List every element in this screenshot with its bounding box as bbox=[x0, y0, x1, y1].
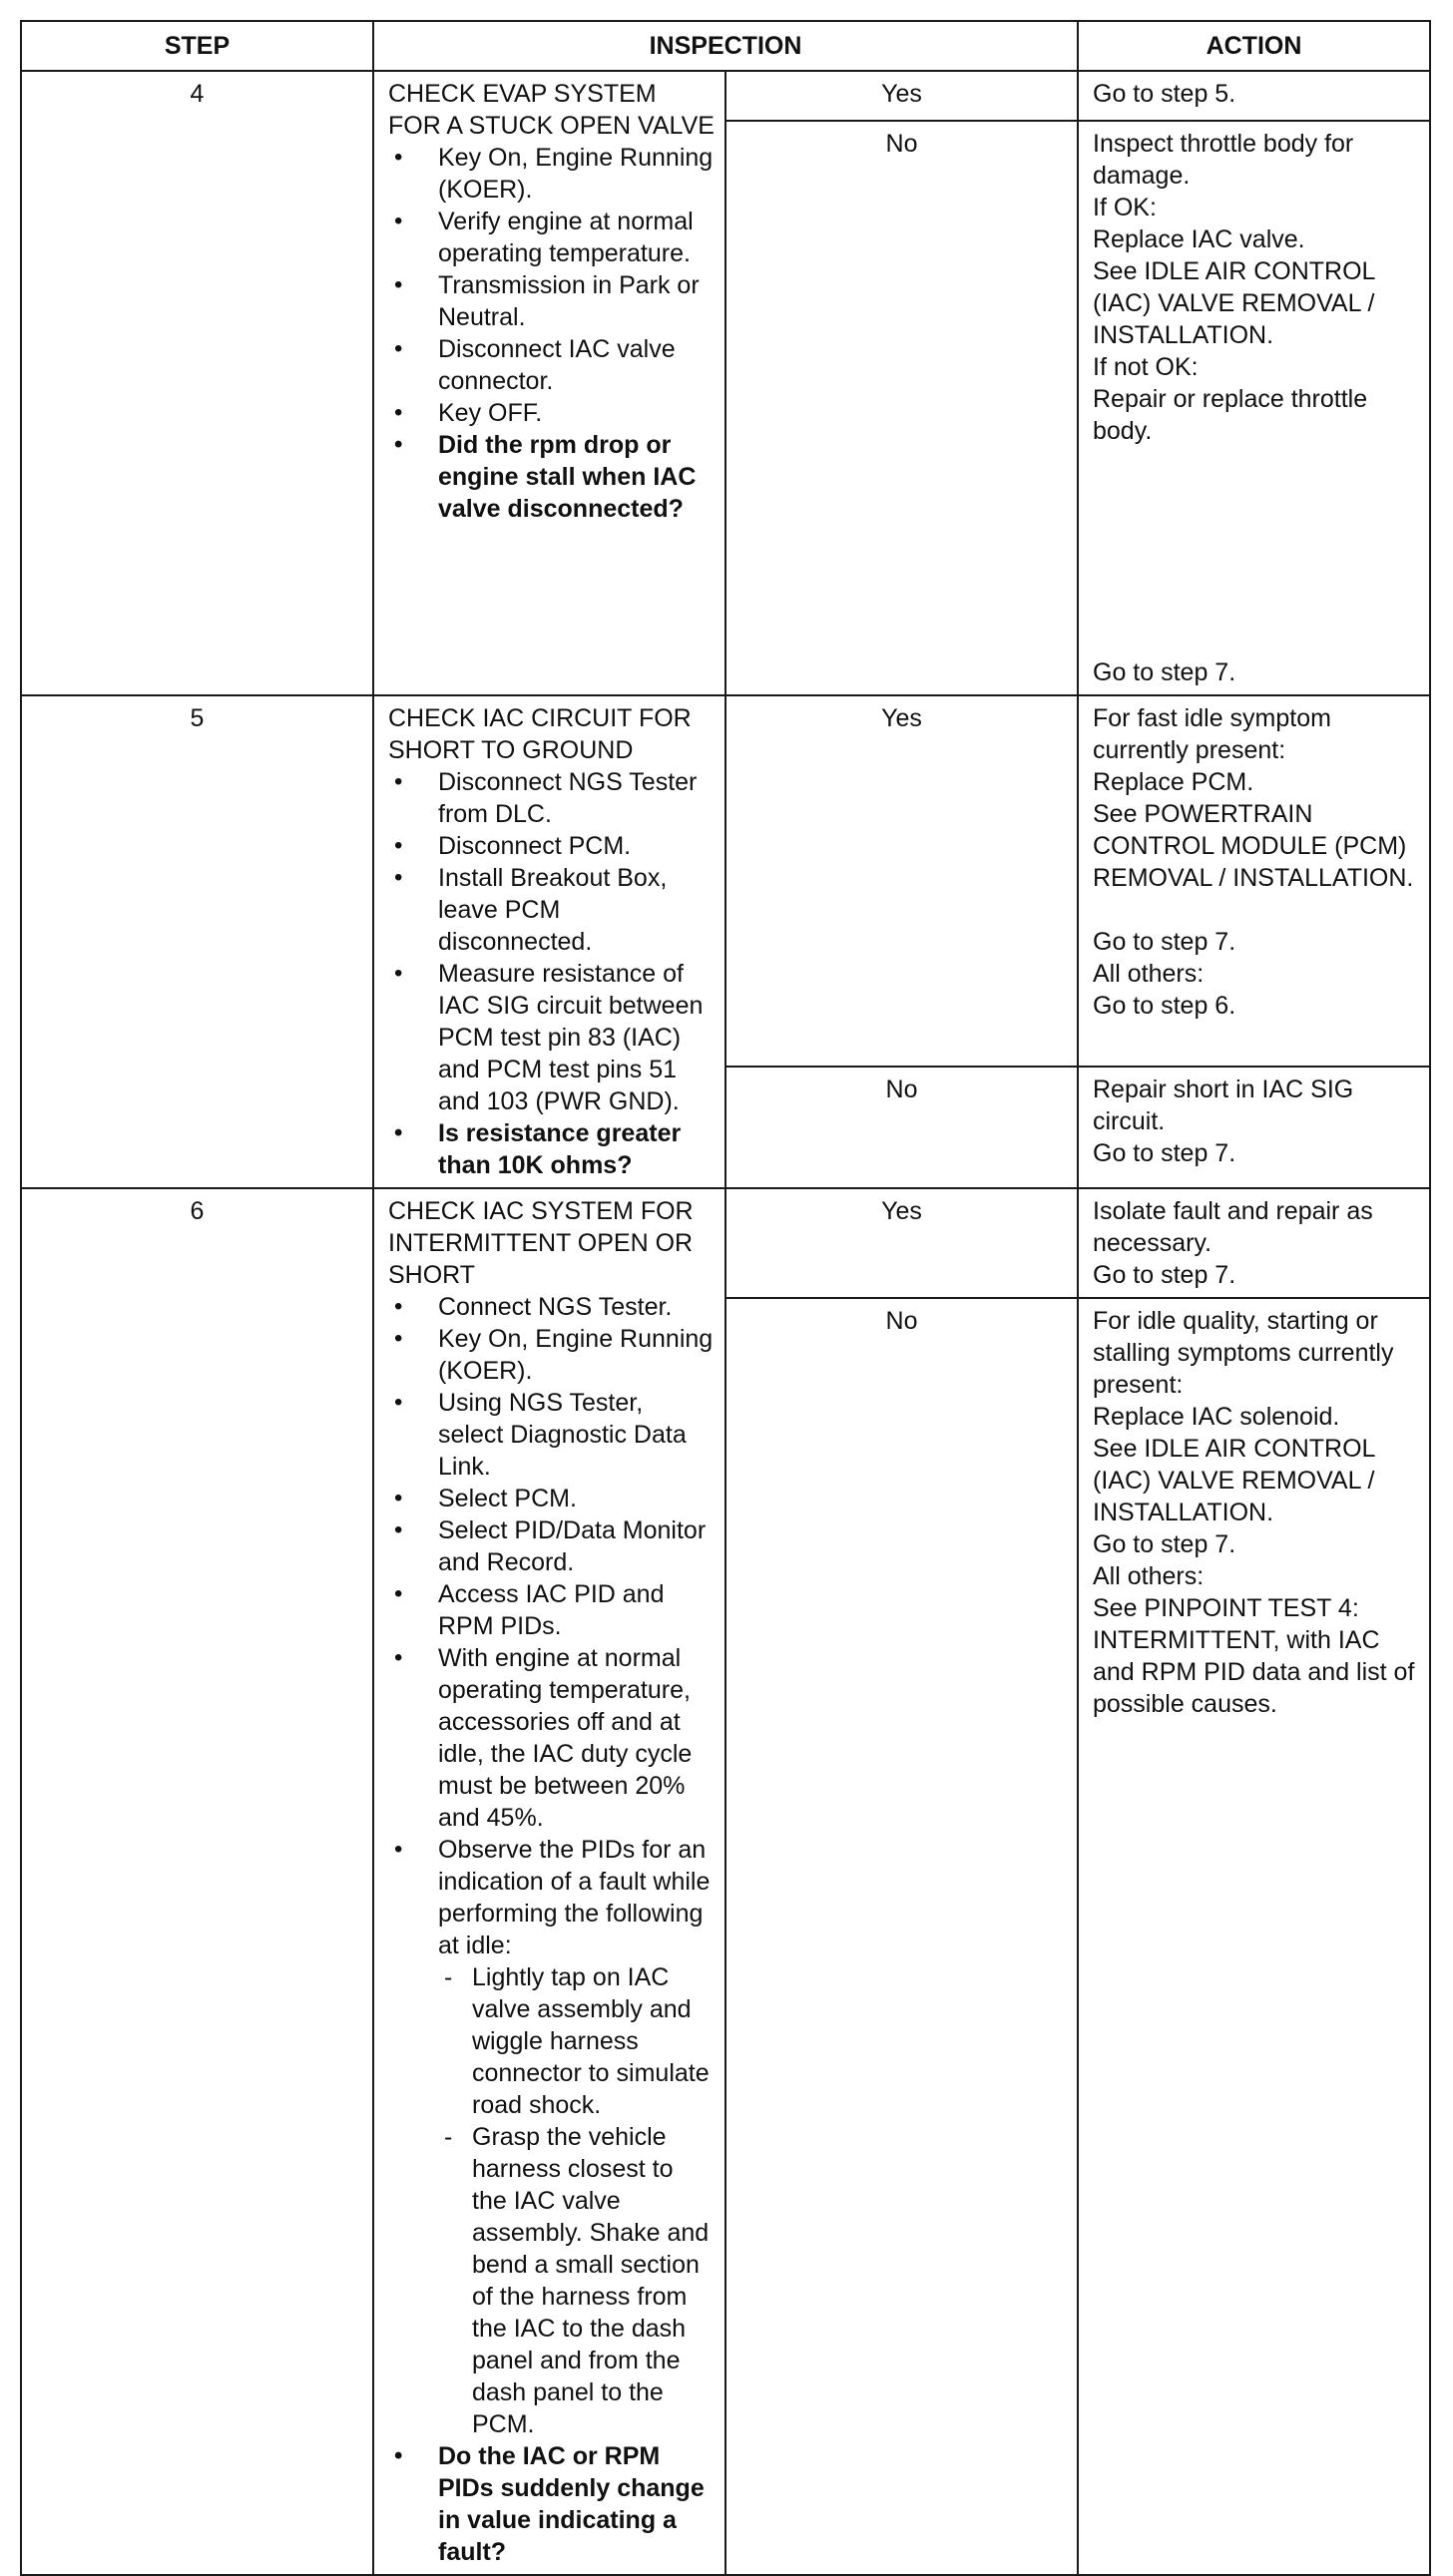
action-line: If not OK: bbox=[1093, 353, 1199, 381]
action-line: For idle quality, starting or stalling symptoms currently present: bbox=[1093, 1307, 1394, 1399]
bullet-item: • Disconnect PCM. bbox=[388, 830, 715, 862]
sub-bullets bbox=[438, 1961, 715, 2440]
bullet-item: • Install Breakout Box, leave PCM disconnected. bbox=[388, 862, 715, 958]
action-line: Go to step 7. bbox=[1093, 1138, 1236, 1167]
yes-action bbox=[1078, 71, 1430, 121]
action-line: If OK: bbox=[1093, 194, 1157, 221]
inspection-bullets bbox=[388, 142, 715, 525]
step-title: CHECK IAC CIRCUIT FOR SHORT TO GROUND bbox=[388, 704, 692, 764]
action-line: See IDLE AIR CONTROL (IAC) VALVE REMOVAL / INSTALLATION. bbox=[1093, 257, 1375, 349]
action-line: All others: bbox=[1093, 1562, 1205, 1590]
bullet-item: • Disconnect IAC valve connector. bbox=[388, 333, 715, 397]
action-line: Go to step 6. bbox=[1093, 992, 1236, 1020]
sub-bullet-item: - Grasp the vehicle harness closest to the IAC valve assembly. Shake and bend a small section of the harness from the IAC to the dash panel and from the dash panel to the PCM. bbox=[438, 2121, 715, 2440]
step-number: 4 bbox=[21, 71, 373, 695]
header-step: STEP bbox=[21, 21, 373, 71]
yes-label: Yes bbox=[726, 695, 1078, 1067]
action-line: See POWERTRAIN CONTROL MODULE (PCM) REMOVAL / INSTALLATION. bbox=[1093, 800, 1414, 892]
no-action bbox=[1078, 121, 1430, 695]
action-line: Go to step 7. bbox=[1093, 928, 1236, 956]
bullet-item: • Key OFF. bbox=[388, 397, 715, 429]
sub-bullet-item: - Lightly tap on IAC valve assembly and wiggle harness connector to simulate road shock. bbox=[438, 1961, 715, 2121]
bullet-item: • Select PCM. bbox=[388, 1483, 715, 1514]
action-line: Go to step 7. bbox=[1093, 1530, 1236, 1558]
action-line: See PINPOINT TEST 4: INTERMITTENT, with IAC and RPM PID data and list of possible causes. bbox=[1093, 1594, 1415, 1718]
inspection-bullets bbox=[388, 766, 715, 1181]
inspection-question: • Did the rpm drop or engine stall when IAC valve disconnected? bbox=[388, 429, 715, 525]
action-line: See IDLE AIR CONTROL (IAC) VALVE REMOVAL / INSTALLATION. bbox=[1093, 1435, 1375, 1526]
action-line: Replace IAC valve. bbox=[1093, 225, 1305, 253]
no-label: No bbox=[726, 1067, 1078, 1188]
inspection-cell bbox=[373, 71, 726, 695]
bullet-item: • Transmission in Park or Neutral. bbox=[388, 269, 715, 333]
inspection-question: • Do the IAC or RPM PIDs suddenly change in value indicating a fault? bbox=[388, 2440, 715, 2568]
bullet-item: • With engine at normal operating temperature, accessories off and at idle, the IAC duty cycle must be between 20% and 45%. bbox=[388, 1642, 715, 1834]
bullet-text: Observe the PIDs for an indication of a fault while performing the following at idle: bbox=[438, 1836, 711, 1959]
bullet-item: • Select PID/Data Monitor and Record. bbox=[388, 1514, 715, 1578]
bullet-item: • Key On, Engine Running (KOER). bbox=[388, 142, 715, 206]
yes-action bbox=[1078, 695, 1430, 1067]
diagnostic-table-page bbox=[20, 20, 1431, 2566]
bullet-item: • Key On, Engine Running (KOER). bbox=[388, 1323, 715, 1387]
bullet-item: • Disconnect NGS Tester from DLC. bbox=[388, 766, 715, 830]
diagnostic-table bbox=[20, 20, 1431, 2576]
action-line: Replace IAC solenoid. bbox=[1093, 1403, 1340, 1431]
action-line: Go to step 5. bbox=[1093, 80, 1236, 108]
yes-action bbox=[1078, 1188, 1430, 1298]
action-line: Inspect throttle body for damage. bbox=[1093, 130, 1354, 190]
inspection-question: • Is resistance greater than 10K ohms? bbox=[388, 1117, 715, 1181]
action-line: For fast idle symptom currently present: bbox=[1093, 704, 1331, 764]
step-title: CHECK IAC SYSTEM FOR INTERMITTENT OPEN OR SHORT bbox=[388, 1197, 694, 1289]
bullet-item bbox=[388, 1834, 715, 2440]
action-line: Replace PCM. bbox=[1093, 768, 1254, 796]
bullet-item: • Connect NGS Tester. bbox=[388, 1291, 715, 1323]
step-5-yes-row bbox=[21, 695, 1430, 1067]
bullet-item: • Using NGS Tester, select Diagnostic Data Link. bbox=[388, 1387, 715, 1483]
action-spacer bbox=[1093, 894, 1419, 926]
header-action: ACTION bbox=[1078, 21, 1430, 71]
step-number: 5 bbox=[21, 695, 373, 1188]
header-inspection: INSPECTION bbox=[373, 21, 1078, 71]
action-line: Repair or replace throttle body. bbox=[1093, 385, 1368, 445]
header-row bbox=[21, 21, 1430, 71]
no-action bbox=[1078, 1067, 1430, 1188]
inspection-bullets bbox=[388, 1291, 715, 2568]
no-label: No bbox=[726, 1298, 1078, 2575]
step-number: 6 bbox=[21, 1188, 373, 2575]
action-footer: Go to step 7. bbox=[1093, 658, 1236, 686]
action-line: Isolate fault and repair as necessary. bbox=[1093, 1197, 1373, 1257]
step-4-yes-row bbox=[21, 71, 1430, 121]
step-6-yes-row bbox=[21, 1188, 1430, 1298]
action-line: All others: bbox=[1093, 960, 1205, 988]
action-line: Go to step 7. bbox=[1093, 1261, 1236, 1289]
yes-label: Yes bbox=[726, 71, 1078, 121]
no-label: No bbox=[726, 121, 1078, 695]
bullet-item: • Verify engine at normal operating temperature. bbox=[388, 206, 715, 269]
bullet-item: • Access IAC PID and RPM PIDs. bbox=[388, 1578, 715, 1642]
bullet-item: • Measure resistance of IAC SIG circuit between PCM test pin 83 (IAC) and PCM test pins 51 and 103 (PWR GND). bbox=[388, 958, 715, 1117]
step-title: CHECK EVAP SYSTEM FOR A STUCK OPEN VALVE bbox=[388, 80, 715, 140]
yes-label: Yes bbox=[726, 1188, 1078, 1298]
no-action bbox=[1078, 1298, 1430, 2575]
action-line: Repair short in IAC SIG circuit. bbox=[1093, 1074, 1354, 1135]
inspection-cell bbox=[373, 695, 726, 1188]
inspection-cell bbox=[373, 1188, 726, 2575]
